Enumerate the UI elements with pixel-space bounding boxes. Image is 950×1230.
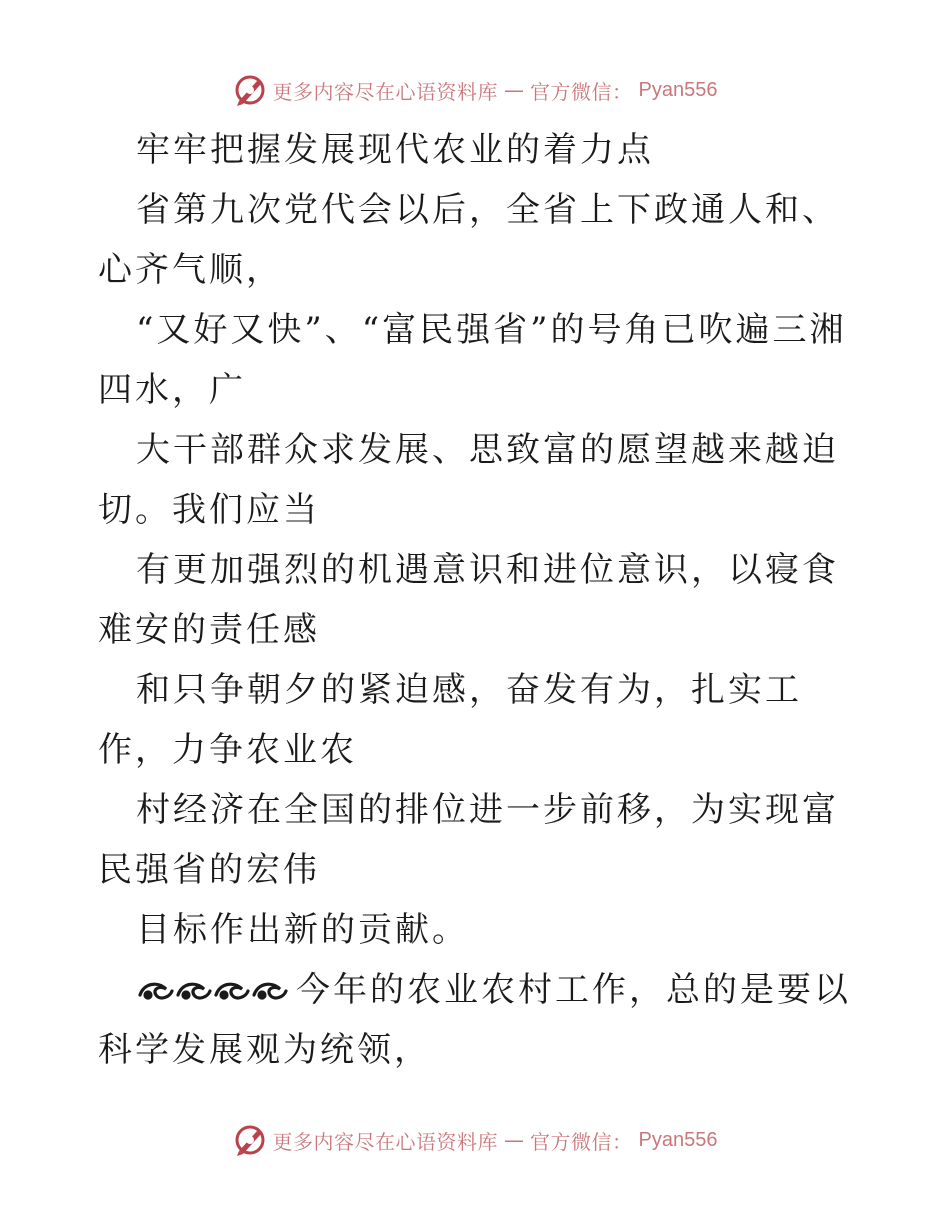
paragraph: 省第九次党代会以后，全省上下政通人和、心齐气顺， — [98, 190, 839, 290]
pen-circle-logo-icon — [233, 73, 267, 107]
swirl-ornament-icon — [136, 975, 294, 1005]
header-text: 更多内容尽在心语资料库 — [272, 79, 499, 104]
paragraph: 村经济在全国的排位进一步前移，为实现富民强省的宏伟 — [98, 790, 839, 890]
footer-contact-id: Pyan556 — [638, 1128, 718, 1151]
paragraph-with-ornaments — [98, 960, 856, 1080]
paragraph: 和只争朝夕的紧迫感，奋发有为，扎实工作，力争农业农 — [98, 670, 802, 770]
paragraph: 有更加强烈的机遇意识和进位意识，以寝食难安的责任感 — [98, 550, 839, 650]
paragraph-text: 今年的农业农村工作，总的是要以科学发展观为统领， — [98, 970, 851, 1070]
paragraph: “又好又快”、“富民强省”的号角已吹遍三湘四水，广 — [98, 310, 847, 410]
footer-text: 更多内容尽在心语资料库 — [272, 1129, 499, 1154]
header-banner — [0, 70, 950, 110]
paragraph-title: 牢牢把握发展现代农业的着力点 — [136, 130, 654, 170]
header-separator: — — [504, 78, 525, 102]
footer-separator: — — [504, 1128, 525, 1152]
paragraph: 目标作出新的贡献。 — [136, 910, 469, 950]
header-contact-label: 官方微信： — [530, 79, 633, 104]
header-contact-id: Pyan556 — [638, 78, 718, 101]
footer-banner — [0, 1120, 950, 1160]
pen-circle-logo-icon — [233, 1123, 267, 1157]
document-body — [98, 120, 856, 1080]
paragraph: 大干部群众求发展、思致富的愿望越来越迫切。我们应当 — [98, 430, 839, 530]
footer-contact-label: 官方微信： — [530, 1129, 633, 1154]
